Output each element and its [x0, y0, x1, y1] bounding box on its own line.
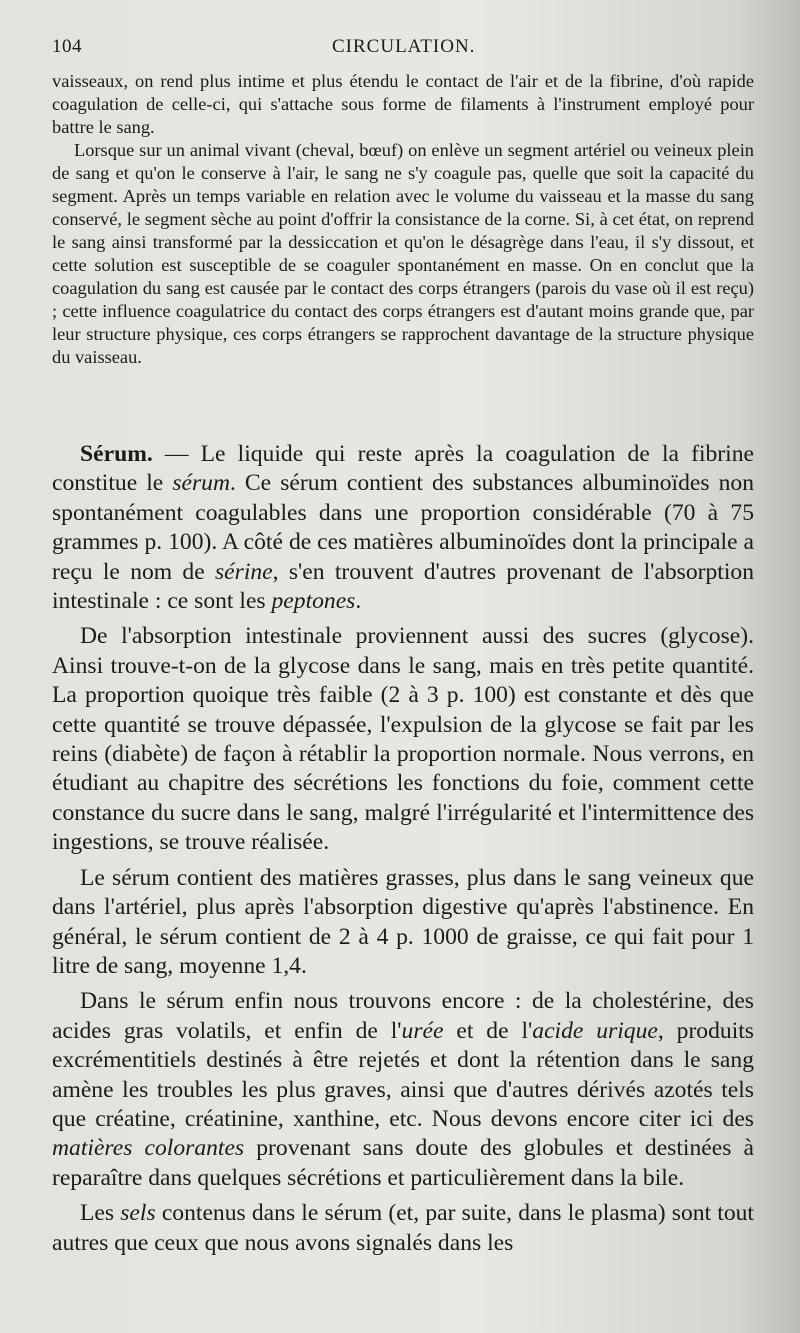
paragraph-arterial-segment: Lorsque sur un animal vivant (cheval, bœuf) on enlève un segment artériel ou veineux plein de sang et qu'on le conserve à l'air, le sang ne s'y coagule pas, quelle que soit la capacité du segment. Après un temps variable en relation avec le volume du vaisseau et la masse du sang conservé, le segment sèche au point d'offrir la consistance de la corne. Si, à cet état, on reprend le sang ainsi transformé par la dessiccation et qu'on le désagrège dans l'eau, il s'y dissout, et cette solution est susceptible de se coaguler spontanément en masse. On en conclut que la coagulation du sang est causée par le contact des corps étrangers (parois du vase où il est reçu) ; cette influence coagulatrice du contact des corps étrangers est d'autant moins grande que, par leur structure physique, ces corps étrangers se rapprochent davantage de la structure physique du vaisseau. — [52, 140, 754, 367]
running-header — [52, 36, 752, 66]
page-number: 104 — [52, 36, 82, 57]
small-print-section — [52, 70, 754, 369]
running-title: CIRCULATION. — [332, 36, 476, 57]
term-matieres-colorantes: matières colorantes — [52, 1135, 245, 1162]
term-serine: sérine — [214, 558, 273, 585]
section-heading-serum: Sérum. — [80, 441, 153, 467]
paragraph-other-substances: Dans le sérum enfin nous trouvons encore : de la cholestérine, des acides gras volatils, et enfin de l'urée et de l'acide urique, produits excrémentitiels destinés à être rejetés et dont la rétention dans le sang amène les troubles les plus graves, ainsi que d'autres dérivés azotés tels que créatine, créatinine, xanthine, etc. Nous devons encore citer ici des matières colorantes provenant sans doute des globules et destinées à reparaître dans quelques sécrétions et particulièrement dans la bile. — [52, 988, 754, 1191]
paragraph-serum-intro: Sérum. — Le liquide qui reste après la coagulation de la fibrine constitue le sérum. Ce sérum contient des substances albuminoïdes non spontanément coagulables dans une proportion considérable (70 à 75 grammes p. 100). A côté de ces matières albuminoïdes dont la principale a reçu le nom de sérine, s'en trouvent d'autres provenant de l'absorption intestinale : ce sont les peptones. — [52, 441, 754, 615]
term-serum: sérum — [172, 470, 230, 497]
term-uree: urée — [401, 1017, 444, 1044]
term-peptones: peptones — [271, 588, 356, 615]
paragraph-fats: Le sérum contient des matières grasses, plus dans le sang veineux que dans l'artériel, plus après l'absorption digestive qu'après l'abstinence. En général, le sérum contient de 2 à 4 p. 1000 de graisse, ce qui fait pour 1 litre de sang, moyenne 1,4. — [52, 864, 754, 979]
paragraph-glycose: De l'absorption intestinale proviennent aussi des sucres (glycose). Ainsi trouve-t-on de la glycose dans le sang, mais en très petite quantité. La proportion quoique très faible (2 à 3 p. 100) est constante et dès que cette quantité se trouve dépassée, l'expulsion de la glycose se fait par les reins (diabète) de façon à rétablir la proportion normale. Nous verrons, en étudiant au chapitre des sécrétions les fonctions du foie, comment cette constance du sucre dans le sang, malgré l'irrégularité et l'intermittence des ingestions, se trouve réalisée. — [52, 623, 754, 856]
serum-section — [52, 440, 754, 1264]
paragraph-continuation: vaisseaux, on rend plus intime et plus étendu le contact de l'air et de la fibrine, d'où rapide coagulation de celle-ci, qui s'attache sous forme de filaments à l'instrument employé pour battre le sang. — [52, 71, 754, 137]
term-sels: sels — [120, 1200, 156, 1227]
term-acide-urique: acide urique — [532, 1017, 658, 1044]
paragraph-salts: Les sels contenus dans le sérum (et, par suite, dans le plasma) sont tout autres que ceux que nous avons signalés dans les — [52, 1200, 754, 1256]
